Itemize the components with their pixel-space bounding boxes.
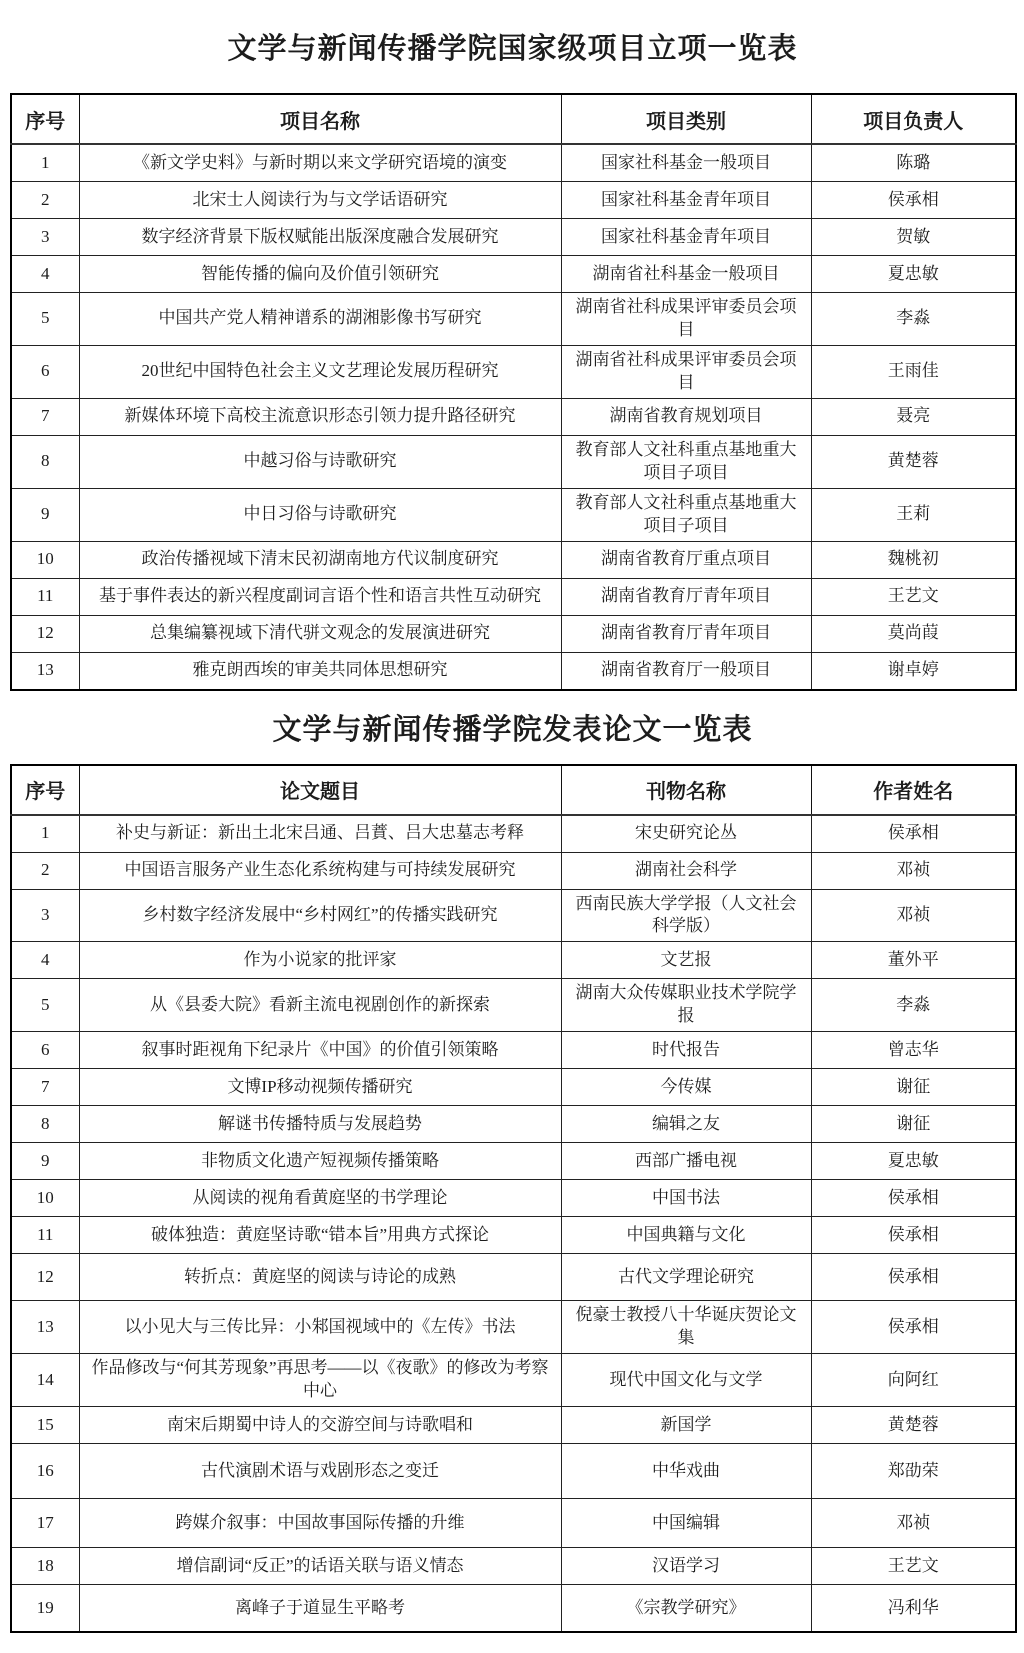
cell: 湖南省教育规划项目	[561, 398, 811, 435]
table-row	[11, 219, 1016, 256]
column-header: 项目负责人	[811, 94, 1016, 144]
table-row	[11, 1254, 1016, 1301]
column-header: 作者姓名	[811, 765, 1016, 815]
cell: 南宋后期蜀中诗人的交游空间与诗歌唱和	[79, 1407, 561, 1444]
table-row	[11, 182, 1016, 219]
cell: 编辑之友	[561, 1106, 811, 1143]
cell: 智能传播的偏向及价值引领研究	[79, 256, 561, 293]
cell: 西部广播电视	[561, 1143, 811, 1180]
table-row	[11, 652, 1016, 690]
cell: 转折点：黄庭坚的阅读与诗论的成熟	[79, 1254, 561, 1301]
cell: 文博IP移动视频传播研究	[79, 1069, 561, 1106]
cell: 国家社科基金青年项目	[561, 182, 811, 219]
cell: 12	[11, 1254, 79, 1301]
cell: 6	[11, 1032, 79, 1069]
cell: 侯承相	[811, 1180, 1016, 1217]
cell: 作品修改与“何其芳现象”再思考——以《夜歌》的修改为考察中心	[79, 1354, 561, 1407]
projects-table-title: 文学与新闻传播学院国家级项目立项一览表	[227, 33, 798, 65]
cell: 湖南大众传媒职业技术学院学报	[561, 979, 811, 1032]
papers-table	[10, 764, 1017, 1634]
cell: 17	[11, 1499, 79, 1548]
cell: 郑劭荣	[811, 1444, 1016, 1499]
cell: 《宗教学研究》	[561, 1585, 811, 1633]
column-header: 论文题目	[79, 765, 561, 815]
cell: 国家社科基金一般项目	[561, 144, 811, 182]
cell: 离峰子于道显生平略考	[79, 1585, 561, 1633]
cell: 国家社科基金青年项目	[561, 219, 811, 256]
cell: 3	[11, 889, 79, 942]
header-row	[11, 94, 1016, 144]
cell: 邓祯	[811, 889, 1016, 942]
table-row	[11, 541, 1016, 578]
cell: 从阅读的视角看黄庭坚的书学理论	[79, 1180, 561, 1217]
table-row	[11, 1180, 1016, 1217]
cell: 湖南社会科学	[561, 852, 811, 889]
cell: 邓祯	[811, 1499, 1016, 1548]
cell: 总集编纂视域下清代骈文观念的发展演进研究	[79, 615, 561, 652]
cell: 中国编辑	[561, 1499, 811, 1548]
cell: 贺敏	[811, 219, 1016, 256]
column-header: 刊物名称	[561, 765, 811, 815]
table-row	[11, 488, 1016, 541]
cell: 中越习俗与诗歌研究	[79, 435, 561, 488]
table-row	[11, 1444, 1016, 1499]
cell: 聂亮	[811, 398, 1016, 435]
column-header: 项目名称	[79, 94, 561, 144]
cell: 中日习俗与诗歌研究	[79, 488, 561, 541]
table-row	[11, 942, 1016, 979]
cell: 以小见大与三传比异：小邾国视域中的《左传》书法	[79, 1301, 561, 1354]
cell: 中华戏曲	[561, 1444, 811, 1499]
cell: 14	[11, 1354, 79, 1407]
cell: 魏桃初	[811, 541, 1016, 578]
table-row	[11, 1548, 1016, 1585]
cell: 解谜书传播特质与发展趋势	[79, 1106, 561, 1143]
cell: 7	[11, 1069, 79, 1106]
cell: 非物质文化遗产短视频传播策略	[79, 1143, 561, 1180]
cell: 叙事时距视角下纪录片《中国》的价值引领策略	[79, 1032, 561, 1069]
cell: 邓祯	[811, 852, 1016, 889]
cell: 跨媒介叙事：中国故事国际传播的升维	[79, 1499, 561, 1548]
cell: 湖南省社科基金一般项目	[561, 256, 811, 293]
cell: 冯利华	[811, 1585, 1016, 1633]
cell: 湖南省教育厅青年项目	[561, 615, 811, 652]
table-row	[11, 852, 1016, 889]
cell: 夏忠敏	[811, 256, 1016, 293]
cell: 13	[11, 1301, 79, 1354]
cell: 5	[11, 293, 79, 346]
cell: 教育部人文社科重点基地重大项目子项目	[561, 435, 811, 488]
cell: 谢卓婷	[811, 652, 1016, 690]
cell: 湖南省社科成果评审委员会项目	[561, 293, 811, 346]
cell: 向阿红	[811, 1354, 1016, 1407]
cell: 侯承相	[811, 182, 1016, 219]
cell: 3	[11, 219, 79, 256]
cell: 从《县委大院》看新主流电视剧创作的新探索	[79, 979, 561, 1032]
table-row	[11, 398, 1016, 435]
cell: 破体独造：黄庭坚诗歌“错本旨”用典方式探论	[79, 1217, 561, 1254]
cell: 新国学	[561, 1407, 811, 1444]
cell: 北宋士人阅读行为与文学话语研究	[79, 182, 561, 219]
cell: 黄楚蓉	[811, 435, 1016, 488]
cell: 王艺文	[811, 578, 1016, 615]
cell: 2	[11, 852, 79, 889]
header-row	[11, 765, 1016, 815]
cell: 教育部人文社科重点基地重大项目子项目	[561, 488, 811, 541]
table-row	[11, 979, 1016, 1032]
table-row	[11, 1217, 1016, 1254]
table-row	[11, 1106, 1016, 1143]
cell: 8	[11, 435, 79, 488]
cell: 时代报告	[561, 1032, 811, 1069]
table-row	[11, 435, 1016, 488]
table-row	[11, 1301, 1016, 1354]
table-row	[11, 1354, 1016, 1407]
table-row	[11, 345, 1016, 398]
table-row	[11, 815, 1016, 853]
cell: 9	[11, 1143, 79, 1180]
column-header: 序号	[11, 765, 79, 815]
table-row	[11, 615, 1016, 652]
cell: 谢征	[811, 1069, 1016, 1106]
cell: 4	[11, 256, 79, 293]
cell: 王莉	[811, 488, 1016, 541]
cell: 1	[11, 815, 79, 853]
cell: 今传媒	[561, 1069, 811, 1106]
cell: 湖南省社科成果评审委员会项目	[561, 345, 811, 398]
cell: 中国共产党人精神谱系的湖湘影像书写研究	[79, 293, 561, 346]
cell: 18	[11, 1548, 79, 1585]
table-row	[11, 1585, 1016, 1633]
papers-table-title: 文学与新闻传播学院发表论文一览表	[272, 713, 753, 746]
cell: 乡村数字经济发展中“乡村网红”的传播实践研究	[79, 889, 561, 942]
cell: 补史与新证：新出土北宋吕通、吕蕡、吕大忠墓志考释	[79, 815, 561, 853]
cell: 宋史研究论丛	[561, 815, 811, 853]
cell: 董外平	[811, 942, 1016, 979]
table-row	[11, 144, 1016, 182]
cell: 11	[11, 1217, 79, 1254]
cell: 10	[11, 1180, 79, 1217]
table-row	[11, 293, 1016, 346]
cell: 8	[11, 1106, 79, 1143]
cell: 西南民族大学学报（人文社会科学版）	[561, 889, 811, 942]
cell: 12	[11, 615, 79, 652]
cell: 雅克朗西埃的审美共同体思想研究	[79, 652, 561, 690]
projects-table	[10, 93, 1017, 691]
cell: 增信副词“反正”的话语关联与语义情态	[79, 1548, 561, 1585]
cell: 侯承相	[811, 1254, 1016, 1301]
cell: 李淼	[811, 979, 1016, 1032]
cell: 黄楚蓉	[811, 1407, 1016, 1444]
cell: 19	[11, 1585, 79, 1633]
cell: 7	[11, 398, 79, 435]
cell: 政治传播视域下清末民初湖南地方代议制度研究	[79, 541, 561, 578]
cell: 谢征	[811, 1106, 1016, 1143]
column-header: 项目类别	[561, 94, 811, 144]
cell: 《新文学史料》与新时期以来文学研究语境的演变	[79, 144, 561, 182]
cell: 13	[11, 652, 79, 690]
cell: 10	[11, 541, 79, 578]
table-row	[11, 1143, 1016, 1180]
cell: 数字经济背景下版权赋能出版深度融合发展研究	[79, 219, 561, 256]
cell: 夏忠敏	[811, 1143, 1016, 1180]
cell: 湖南省教育厅一般项目	[561, 652, 811, 690]
cell: 李淼	[811, 293, 1016, 346]
cell: 莫尚葭	[811, 615, 1016, 652]
table-row	[11, 1069, 1016, 1106]
cell: 湖南省教育厅重点项目	[561, 541, 811, 578]
cell: 倪豪士教授八十华诞庆贺论文集	[561, 1301, 811, 1354]
cell: 侯承相	[811, 815, 1016, 853]
cell: 5	[11, 979, 79, 1032]
column-header: 序号	[11, 94, 79, 144]
cell: 中国典籍与文化	[561, 1217, 811, 1254]
table-row	[11, 889, 1016, 942]
cell: 作为小说家的批评家	[79, 942, 561, 979]
table-row	[11, 256, 1016, 293]
cell: 湖南省教育厅青年项目	[561, 578, 811, 615]
cell: 文艺报	[561, 942, 811, 979]
cell: 侯承相	[811, 1301, 1016, 1354]
cell: 16	[11, 1444, 79, 1499]
cell: 基于事件表达的新兴程度副词言语个性和语言共性互动研究	[79, 578, 561, 615]
cell: 4	[11, 942, 79, 979]
cell: 中国书法	[561, 1180, 811, 1217]
cell: 现代中国文化与文学	[561, 1354, 811, 1407]
cell: 古代文学理论研究	[561, 1254, 811, 1301]
cell: 古代演剧术语与戏剧形态之变迁	[79, 1444, 561, 1499]
cell: 2	[11, 182, 79, 219]
cell: 王雨佳	[811, 345, 1016, 398]
table-row	[11, 578, 1016, 615]
cell: 15	[11, 1407, 79, 1444]
cell: 1	[11, 144, 79, 182]
cell: 9	[11, 488, 79, 541]
cell: 王艺文	[811, 1548, 1016, 1585]
cell: 20世纪中国特色社会主义文艺理论发展历程研究	[79, 345, 561, 398]
cell: 侯承相	[811, 1217, 1016, 1254]
table-row	[11, 1499, 1016, 1548]
cell: 汉语学习	[561, 1548, 811, 1585]
cell: 新媒体环境下高校主流意识形态引领力提升路径研究	[79, 398, 561, 435]
table-row	[11, 1407, 1016, 1444]
cell: 6	[11, 345, 79, 398]
cell: 中国语言服务产业生态化系统构建与可持续发展研究	[79, 852, 561, 889]
cell: 陈璐	[811, 144, 1016, 182]
table-row	[11, 1032, 1016, 1069]
cell: 曾志华	[811, 1032, 1016, 1069]
cell: 11	[11, 578, 79, 615]
